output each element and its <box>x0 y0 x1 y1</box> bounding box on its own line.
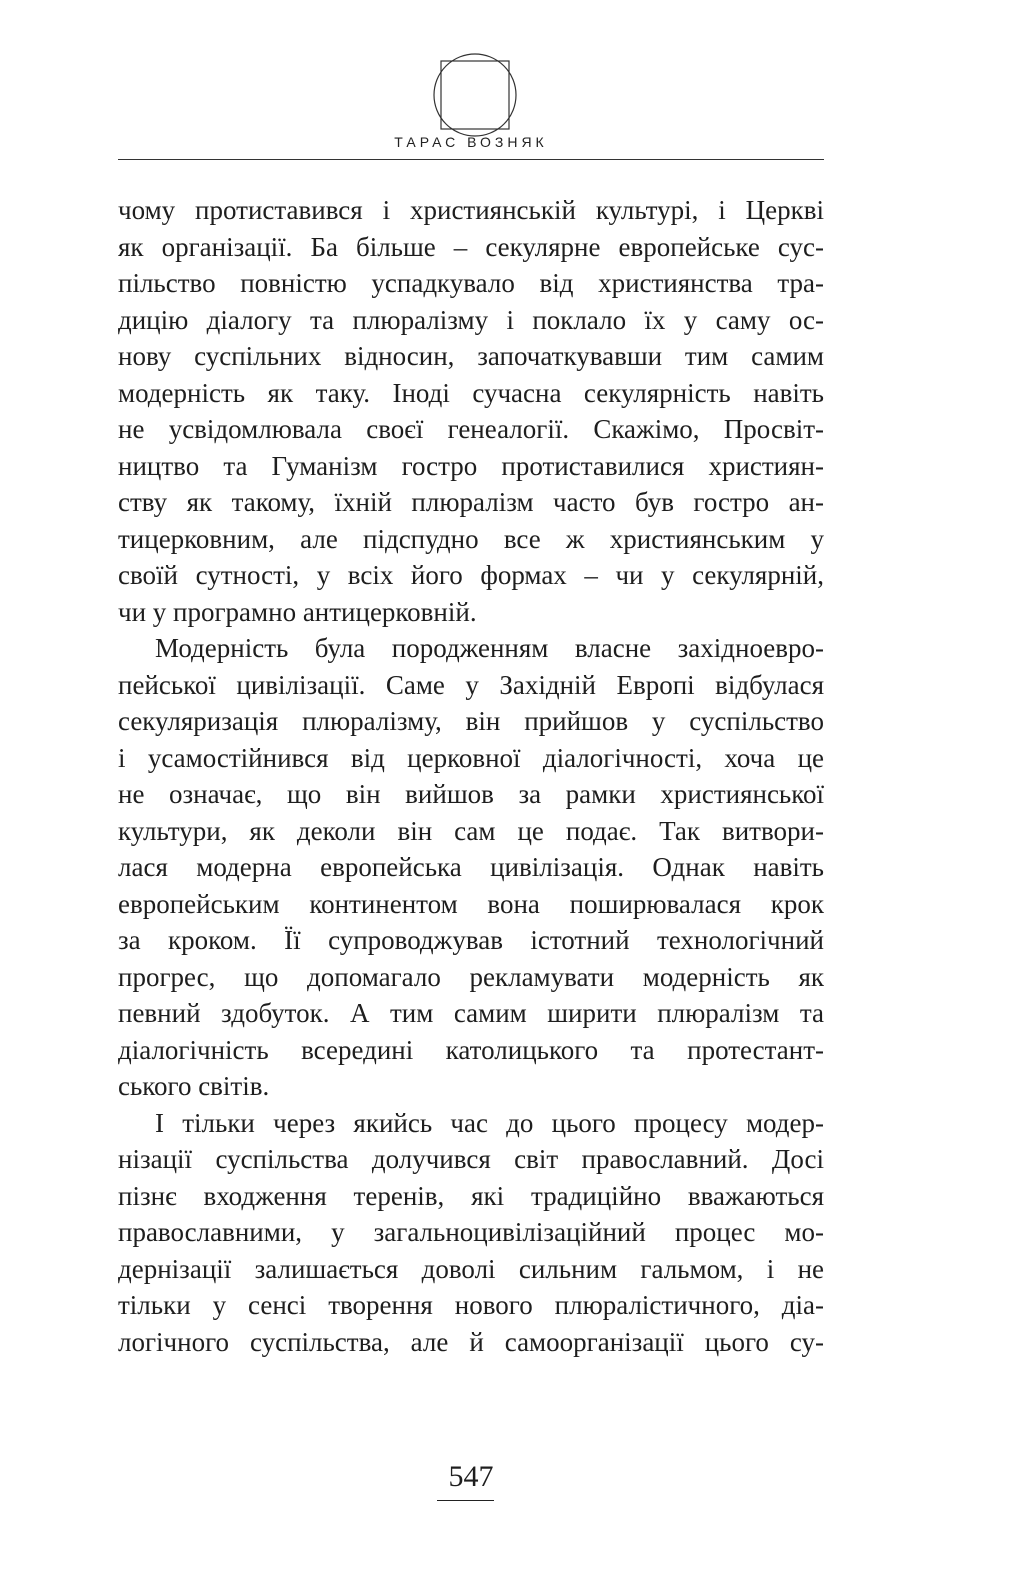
text-line: чому протиставився і християнській культурі, і Церкві <box>118 195 824 225</box>
text-line: своїй сутності, у всіх його формах – чи у секулярній, <box>118 560 824 590</box>
text-line: не означає, що він вийшов за рамки християнської <box>118 779 824 809</box>
text-line: нізації суспільства долучився світ православний. Досі <box>118 1144 824 1174</box>
text-line: культури, як деколи він сам це подає. Так витвори- <box>118 815 824 846</box>
circle-square-logo-icon <box>430 50 520 140</box>
body-text <box>118 192 824 1360</box>
text-line: ству як такому, їхній плюралізм часто був гостро ан- <box>118 487 824 517</box>
text-line: православними, у загальноцивілізаційний процес мо- <box>118 1217 824 1247</box>
text-line: за кроком. Її супроводжував істотний технологічний <box>118 925 824 955</box>
text-line: тільки у сенсі творення нового плюралістичного, діа- <box>118 1290 824 1320</box>
text-line: пільство повністю успадкувало від християнства тра- <box>118 268 824 298</box>
text-line: ництво та Гуманізм гостро протиставилися християн- <box>118 450 824 481</box>
text-line: певний здобуток. А тим самим ширити плюралізм та <box>118 998 824 1028</box>
text-line: не усвідомлювала своєї генеалогії. Скажімо, Просвіт- <box>118 414 824 444</box>
text-line: логічного суспільства, але й самоорганізації цього су- <box>118 1326 824 1357</box>
text-line: тицерковним, але підспудно все ж християнським у <box>118 523 824 554</box>
page-number-underline <box>437 1500 494 1501</box>
text-line: ського світів. <box>118 1071 270 1101</box>
text-line: і усамостійнився від церковної діалогічності, хоча це <box>118 742 824 773</box>
text-line: діалогічність всередині католицького та протестант- <box>118 1034 824 1065</box>
paragraph-start-line: І тільки через якийсь час до цього процесу модер- <box>155 1107 824 1138</box>
text-line: дернізації залишається доволі сильним гальмом, і не <box>118 1253 824 1284</box>
header-rule <box>118 159 824 160</box>
text-line: дицію діалогу та плюралізму і поклало їх у саму ос- <box>118 304 824 335</box>
page-number: 547 <box>448 1460 494 1493</box>
running-head: ТАРАС ВОЗНЯК <box>394 134 548 150</box>
text-line: пейської цивілізації. Саме у Західній Европі відбулася <box>118 669 824 700</box>
text-line: чи у програмно антицерковній. <box>118 596 477 627</box>
text-line: нову суспільних відносин, започаткувавши тим самим <box>118 341 824 371</box>
text-line: секуляризація плюралізму, він прийшов у суспільство <box>118 706 824 736</box>
text-line: пізнє входження теренів, які традиційно вважаються <box>118 1180 824 1211</box>
text-line: модерність як таку. Іноді сучасна секулярність навіть <box>118 377 824 408</box>
text-line: европейським континентом вона поширювалася крок <box>118 888 824 919</box>
text-line: прогрес, що допомагало рекламувати модерність як <box>118 961 824 992</box>
paragraph-start-line: Модерність була породженням власне західноевро- <box>155 633 824 663</box>
text-line: лася модерна европейська цивілізація. Однак навіть <box>118 852 824 882</box>
text-line: як організації. Ба більше – секулярне европейське сус- <box>118 231 824 262</box>
